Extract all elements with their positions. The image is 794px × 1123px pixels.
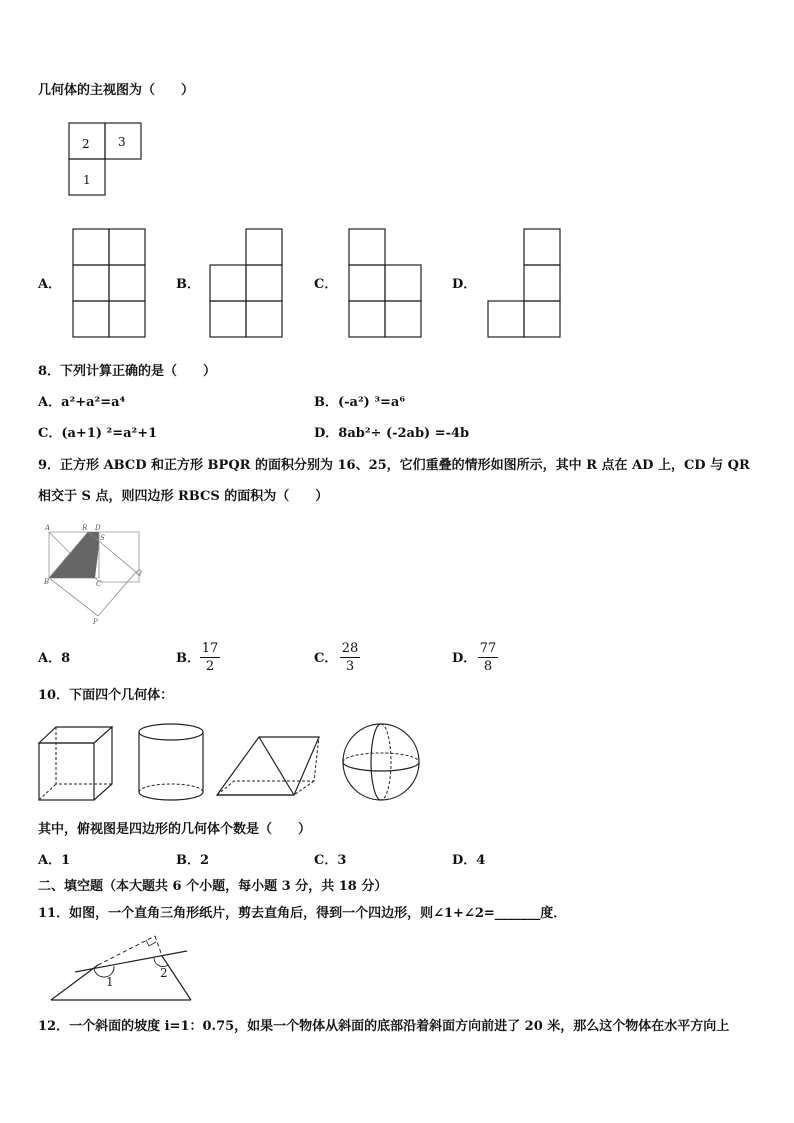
q9-option-b-numerator: 17 (201, 641, 219, 656)
cylinder-figure (136, 722, 208, 804)
q9-stem-line2: 相交于 S 点，则四边形 RBCS 的面积为（ ） (38, 489, 329, 504)
q8-option-d: D．8ab²÷ (-2ab) =-4b (314, 426, 470, 441)
q11-stem: 11．如图，一个直角三角形纸片，剪去直角后，得到一个四边形，则∠1+∠2=_______度． (38, 906, 567, 921)
q7-stem: 几何体的主视图为（ ） (38, 83, 195, 98)
q10-option-c: C．3 (314, 853, 347, 868)
q7-option-b-figure (209, 228, 285, 340)
q8-stem: 8．下列计算正确的是（ ） (38, 364, 217, 379)
q9-option-c-label: C． (314, 651, 338, 666)
q7-option-b-label: B． (176, 277, 200, 292)
q8-option-a: A．a²+a²=a⁴ (38, 395, 126, 410)
cube-figure (36, 725, 116, 805)
top-view-number-1: 1 (83, 173, 91, 187)
q9-option-b-label: B． (176, 651, 200, 666)
q9-squares-figure (38, 520, 148, 630)
q9-option-d-fraction (478, 641, 498, 674)
q9-option-b-fraction (200, 641, 220, 674)
figure-label-b: B (44, 578, 50, 586)
q11-triangle-figure (50, 934, 200, 1004)
sphere-figure (340, 720, 424, 804)
figure-label-q: Q (136, 569, 142, 577)
q10-option-d: D．4 (452, 853, 486, 868)
q7-option-d-label: D． (452, 277, 477, 292)
top-view-number-3: 3 (118, 135, 126, 149)
prism-figure (214, 733, 324, 799)
figure-label-a: A (45, 524, 51, 532)
q8-option-c: C．(a+1) ²=a²+1 (38, 426, 158, 441)
q7-option-c-figure (348, 228, 424, 340)
q9-option-c-fraction (340, 641, 360, 674)
q10-option-b: B．2 (176, 853, 210, 868)
q9-option-b-denominator: 2 (205, 659, 215, 674)
figure-label-p: P (93, 618, 98, 626)
q9-option-a: A．8 (38, 651, 71, 666)
q10-question: 其中，俯视图是四边形的几何体个数是（ ） (38, 822, 312, 837)
q9-stem-line1: 9．正方形 ABCD 和正方形 BPQR 的面积分别为 16、25，它们重叠的情形如图所示，其中 R 点在 AD 上，CD 与 QR (38, 458, 750, 473)
figure-label-d: D (95, 524, 101, 532)
q7-option-c-label: C． (314, 277, 338, 292)
top-view-number-2: 2 (82, 137, 90, 151)
figure-label-r: R (82, 524, 88, 532)
q9-option-c-denominator: 3 (345, 659, 355, 674)
q9-option-d-denominator: 8 (483, 659, 493, 674)
angle-label-1: 1 (106, 975, 114, 989)
q9-option-c-numerator: 28 (341, 641, 359, 656)
q7-top-view-figure (68, 122, 144, 196)
figure-label-s: S (100, 534, 105, 542)
section2-heading: 二、填空题（本大题共 6 个小题，每小题 3 分，共 18 分） (38, 879, 388, 894)
q7-option-d-figure (487, 228, 563, 340)
figure-label-c: C (96, 580, 102, 588)
angle-label-2: 2 (160, 966, 168, 980)
q8-option-b: B．(-a²) ³=a⁶ (314, 395, 406, 410)
q7-option-a-label: A． (38, 277, 62, 292)
q10-stem: 10．下面四个几何体： (38, 688, 174, 703)
q9-option-d-label: D． (452, 651, 477, 666)
q12-stem: 12．一个斜面的坡度 i=1：0.75，如果一个物体从斜面的底部沿着斜面方向前进了 20 米，那么这个物体在水平方向上 (38, 1019, 730, 1034)
q7-option-a-figure (72, 228, 148, 340)
q10-option-a: A．1 (38, 853, 71, 868)
q9-option-d-numerator: 77 (479, 641, 497, 656)
